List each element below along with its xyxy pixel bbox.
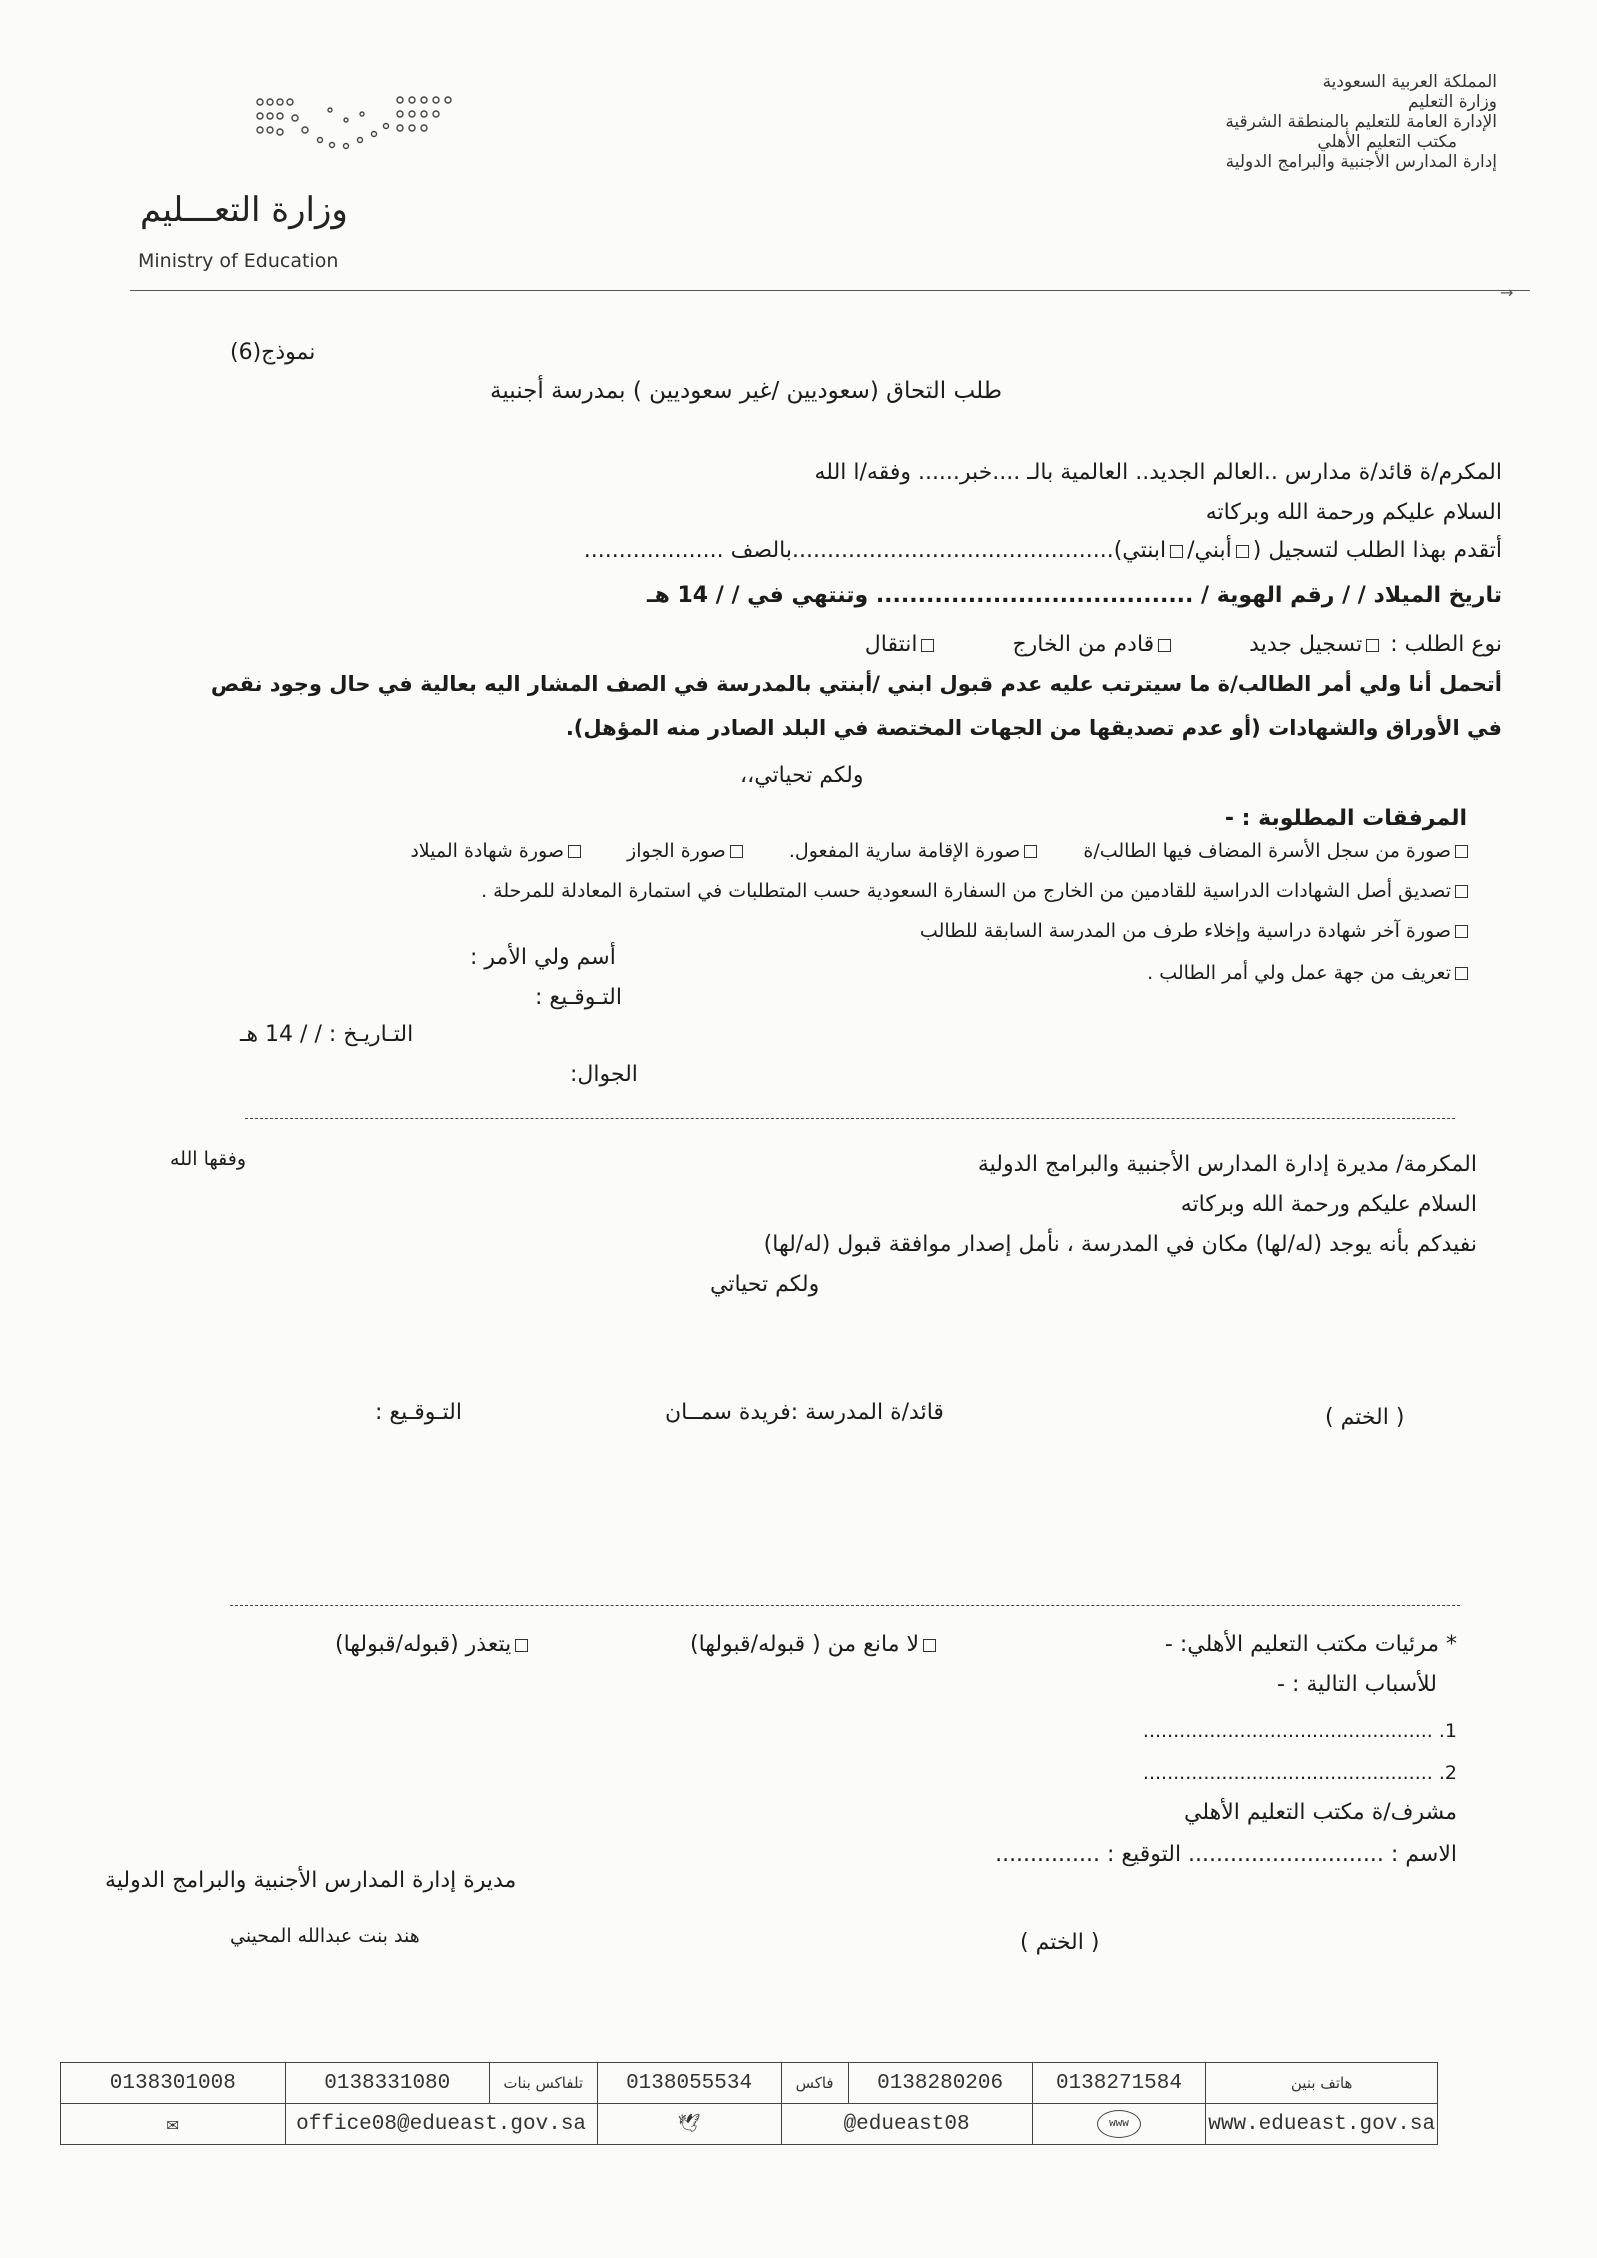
from-abroad-label: قادم من الخارج [1012,632,1155,657]
attachment-employer-letter: تعريف من جهة عمل ولي أمر الطالب . [1147,962,1451,984]
salutation: المكرم/ة قائد/ة مدارس ..العالم الجديد.. العالمية بالـ ....خبر...... وفقه/ا الله [814,460,1502,485]
request-type-label: نوع الطلب : [1390,632,1502,657]
model-number: نموذج(6) [230,340,316,365]
logo-arabic-text: وزارة التعـــليم [140,190,348,230]
fax-label: فاكس [781,2063,848,2104]
unable-option [335,1632,532,1657]
guardian-date-label: التـاريـخ : / / 14 هـ [240,1022,414,1047]
attachment-family-record: صورة من سجل الأسرة المضاف فيها الطالب/ة [1083,840,1451,862]
boys-phone-number-1: 0138280206 [848,2063,1032,2104]
globe-www-icon: www [1097,2110,1141,2138]
attachments-title: المرفقات المطلوبة : - [1224,806,1467,831]
apply-line-start: أتقدم بهذا الطلب لتسجيل ( [1252,538,1502,563]
reason-1: 1. ................................................ [1142,1720,1457,1742]
new-registration-checkbox[interactable] [1366,639,1379,652]
reply-body: نفيدكم بأنه يوجد (له/لها) مكان في المدرسة ، نأمل إصدار موافقة قبول (له/لها) [763,1232,1477,1257]
apply-line-end: ..............................................بالصف .................... [583,538,1114,563]
boys-phone-label: هاتف بنين [1206,2063,1438,2104]
no-objection-label: لا مانع من ( قبوله/قبولها) [690,1632,920,1657]
undertaking-line-2: في الأوراق والشهادات (أو عدم تصديقها من الجهات المختصة في البلد الصادر منه المؤهل). [565,716,1502,740]
header-divider [130,290,1530,291]
section-divider-1 [245,1118,1455,1119]
ministry-logo [130,90,380,280]
attachment-passport: صورة الجواز [627,840,726,862]
reply-principal: قائد/ة المدرسة :فريدة سمــان [665,1400,944,1425]
twitter-icon-cell [597,2104,781,2145]
www-icon-cell [1032,2104,1206,2145]
passport-checkbox[interactable] [730,845,743,858]
reply-blessing: وفقها الله [170,1148,246,1170]
attachment-birth-certificate: صورة شهادة الميلاد [410,840,564,862]
last-certificate-checkbox[interactable] [1455,925,1468,938]
attachment-residence: صورة الإقامة سارية المفعول. [788,840,1021,862]
attachment-row-4 [1147,962,1472,984]
header-line-department: إدارة المدارس الأجنبية والبرامج الدولية [1225,152,1497,172]
new-registration-label: تسجيل جديد [1249,632,1363,657]
apply-daughter-label: ابنتي) [1113,538,1167,563]
dob-line: تاريخ الميلاد / / رقم الهوية / ...................................... وتنتهي في / / 14 هـ [647,583,1502,608]
guardian-signature-label: التـوقـيع : [535,985,622,1010]
reasons-label: للأسباب التالية : - [1277,1672,1437,1697]
unable-checkbox[interactable] [515,1639,528,1652]
attachment-row-2 [481,880,1472,902]
contact-online-row [61,2104,1438,2145]
attachment-certificates: تصديق أصل الشهادات الدراسية للقادمين من الخارج من السفارة السعودية حسب المتطلبات في استمارة المعادلة للمرحلة . [481,880,1451,902]
family-record-checkbox[interactable] [1455,845,1468,858]
from-abroad-checkbox[interactable] [1158,639,1171,652]
boys-phone-number-2: 0138271584 [1032,2063,1206,2104]
header-line-ministry: وزارة التعليم [1408,92,1497,112]
birth-certificate-checkbox[interactable] [568,845,581,858]
guardian-name-label: أسم ولي الأمر : [470,945,616,970]
transfer-checkbox[interactable] [921,639,934,652]
header-right-block [1077,72,1497,172]
twitter-bird-icon: 🕊 [677,2115,701,2135]
divider-arrow-icon: → [1500,283,1514,302]
no-objection-option [690,1632,940,1657]
reply-greeting: السلام عليكم ورحمة الله وبركاته [1180,1192,1477,1217]
logo-english-text: Ministry of Education [138,250,339,272]
girls-telefax-label: تلفاكس بنات [489,2063,597,2104]
attachments-row-1 [410,840,1472,862]
employer-letter-checkbox[interactable] [1455,967,1468,980]
email-address[interactable]: office08@edueast.gov.sa [285,2104,597,2145]
form-regards: ولكم تحياتي،، [740,763,864,788]
reply-regards: ولكم تحياتي [710,1272,820,1297]
form-title: طلب التحاق (سعوديين /غير سعوديين ) بمدرسة أجنبية [490,378,1002,404]
email-icon-cell [61,2104,286,2145]
greeting: السلام عليكم ورحمة الله وبركاته [1205,500,1502,525]
office-heading: * مرئيات مكتب التعليم الأهلي: - [1164,1632,1457,1657]
residence-checkbox[interactable] [1024,845,1037,858]
attachment-row-3 [920,920,1472,942]
request-type-row [865,632,1502,657]
contact-table [60,2062,1438,2145]
envelope-icon: ✉ [166,2114,179,2137]
apply-son-label: أبني/ [1187,538,1232,563]
header-line-office: مكتب التعليم الأهلي [1317,132,1457,152]
director-title: مديرة إدارة المدارس الأجنبية والبرامج الدولية [105,1868,517,1893]
contact-phone-row [61,2063,1438,2104]
fax-number: 0138055534 [597,2063,781,2104]
reply-signature: التـوقـيع : [375,1400,462,1425]
header-line-directorate: الإدارة العامة للتعليم بالمنطقة الشرقية [1225,112,1497,132]
director-name: هند بنت عبدالله المحيني [230,1925,420,1947]
apply-line [584,538,1502,563]
transfer-label: انتقال [864,632,918,657]
name-signature-line: الاسم : ............................ التوقيع : ............... [995,1842,1457,1867]
reason-2: 2. ................................................ [1142,1762,1457,1784]
certificates-checkbox[interactable] [1455,885,1468,898]
reply-addressee: المكرمة/ مديرة إدارة المدارس الأجنبية والبرامج الدولية [977,1152,1477,1177]
no-objection-checkbox[interactable] [923,1639,936,1652]
girls-telefax-number-1: 0138301008 [61,2063,286,2104]
son-checkbox[interactable] [1236,545,1249,558]
reply-stamp: ( الختم ) [1325,1405,1405,1430]
website-url[interactable]: www.edueast.gov.sa [1206,2104,1438,2145]
section-divider-2 [230,1605,1460,1606]
twitter-handle[interactable]: @edueast08 [781,2104,1032,2145]
header-line-kingdom: المملكة العربية السعودية [1322,72,1497,92]
supervisor-label: مشرف/ة مكتب التعليم الأهلي [1184,1800,1457,1825]
unable-label: يتعذر (قبوله/قبولها) [335,1632,512,1657]
office-stamp: ( الختم ) [1020,1930,1100,1955]
daughter-checkbox[interactable] [1170,545,1183,558]
guardian-mobile-label: الجوال: [570,1062,638,1087]
girls-telefax-number-2: 0138331080 [285,2063,489,2104]
logo-dots-icon [250,90,480,165]
undertaking-line-1: أتحمل أنا ولي أمر الطالب/ة ما سيترتب عليه عدم قبول ابني /أبنتي بالمدرسة في الصف المشار اليه بعالية في حال وجود نقص [210,672,1502,696]
attachment-last-certificate: صورة آخر شهادة دراسية وإخلاء طرف من المدرسة السابقة للطالب [919,920,1451,942]
